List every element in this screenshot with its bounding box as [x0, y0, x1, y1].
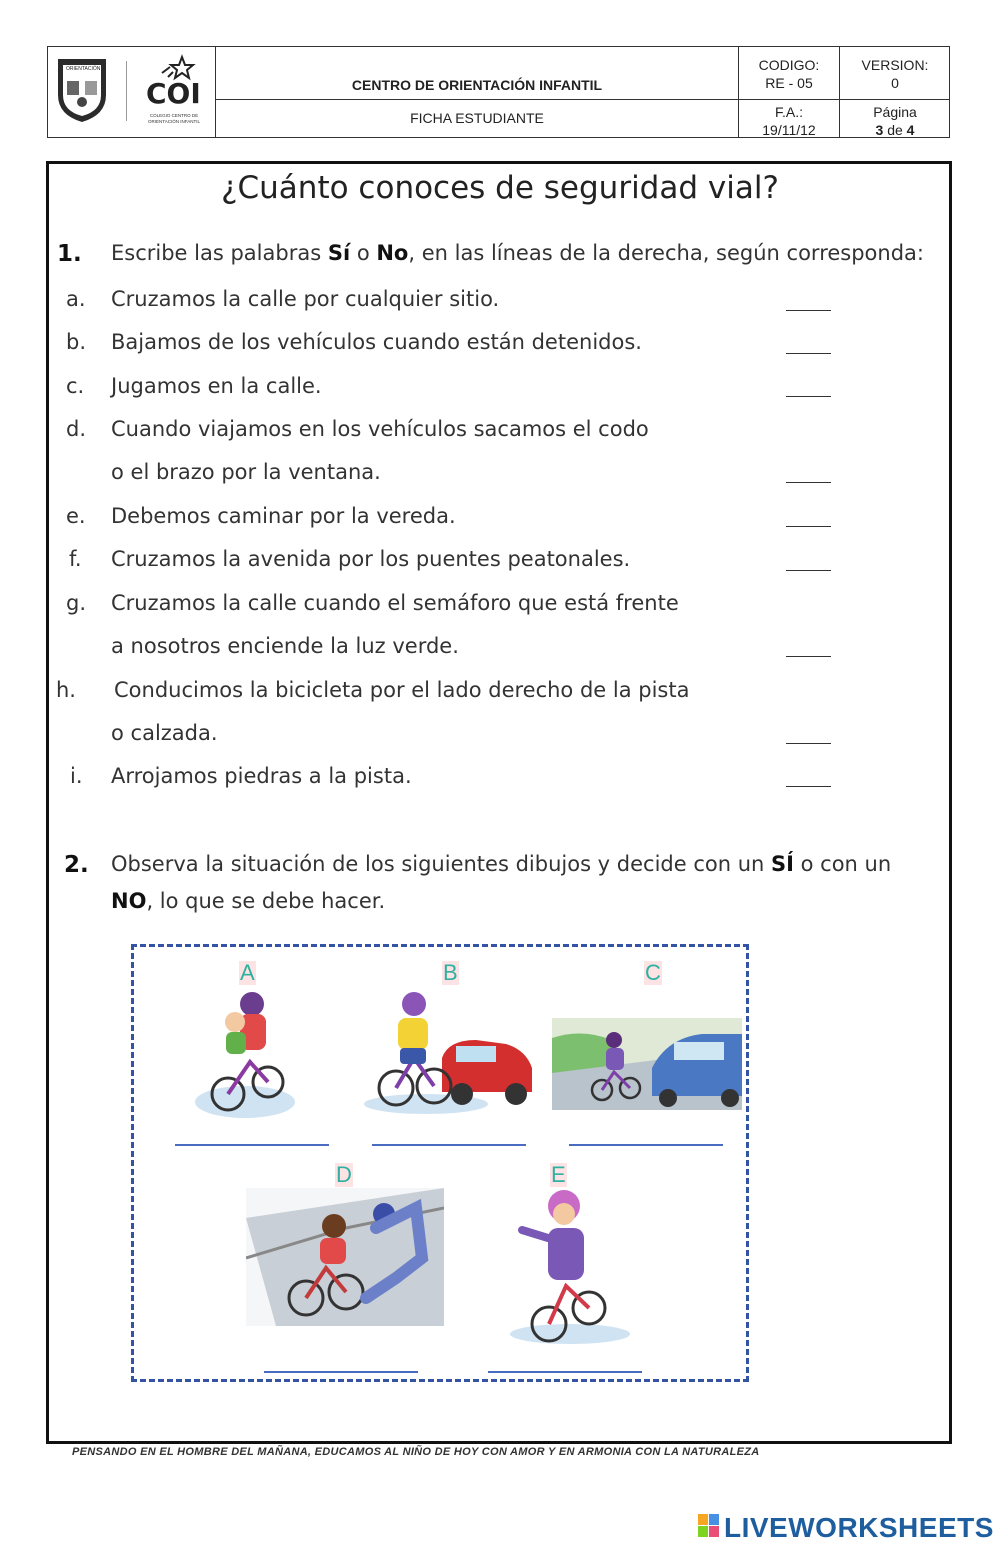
picture-a-label: A	[240, 960, 255, 985]
institution-name: CENTRO DE ORIENTACIÓN INFANTIL	[351, 77, 603, 93]
item-f-text: Cruzamos la avenida por los puentes peatonales.	[111, 547, 631, 571]
item-i-answer-line[interactable]	[786, 786, 831, 787]
item-e-text: Debemos caminar por la vereda.	[111, 504, 456, 528]
item-b-answer-line[interactable]	[786, 353, 831, 354]
item-c-letter: c.	[66, 374, 85, 398]
picture-b	[356, 988, 536, 1116]
item-i-letter: i.	[70, 764, 83, 788]
coi-logo-subtitle: COLEGIO CENTRO DE ORIENTACIÓN INFANTIL	[148, 113, 200, 124]
item-a-text: Cruzamos la calle por cualquier sitio.	[111, 287, 500, 311]
item-c-answer-line[interactable]	[786, 396, 831, 397]
q2-instruction-line1: Observa la situación de los siguientes dibujos y decide con un SÍ o con un	[111, 852, 892, 876]
coi-logo	[140, 53, 210, 131]
item-b-text: Bajamos de los vehículos cuando están detenidos.	[111, 330, 642, 354]
page-title: ¿Cuánto conoces de seguridad vial?	[221, 170, 779, 206]
picture-b-label: B	[443, 960, 458, 985]
liveworksheets-logo-icon	[698, 1514, 720, 1538]
picture-d-answer-line[interactable]	[264, 1371, 418, 1373]
picture-c-answer-line[interactable]	[569, 1144, 723, 1146]
version-label: VERSION:	[861, 57, 929, 73]
item-d-text-line2: o el brazo por la ventana.	[111, 460, 381, 484]
item-g-text-line2: a nosotros enciende la luz verde.	[111, 634, 459, 658]
coi-logo-text: COI	[146, 77, 201, 110]
picture-d	[246, 1188, 444, 1326]
picture-d-label: D	[336, 1162, 352, 1187]
item-h-letter: h.	[56, 678, 76, 702]
item-d-letter: d.	[66, 417, 87, 441]
picture-e-answer-line[interactable]	[488, 1371, 642, 1373]
footer-motto: PENSANDO EN EL HOMBRE DEL MAÑANA, EDUCAMOS AL NIÑO DE HOY CON AMOR Y EN ARMONIA CON LA NATURALEZA	[72, 1446, 760, 1458]
item-e-answer-line[interactable]	[786, 526, 831, 527]
item-d-text-line1: Cuando viajamos en los vehículos sacamos el codo	[111, 417, 649, 441]
header-table	[47, 46, 950, 138]
item-h-answer-line[interactable]	[786, 743, 831, 744]
item-a-answer-line[interactable]	[786, 310, 831, 311]
item-c-text: Jugamos en la calle.	[111, 374, 322, 398]
item-d-answer-line[interactable]	[786, 482, 831, 483]
q2-instruction-line2: NO, lo que se debe hacer.	[111, 889, 386, 913]
item-b-letter: b.	[66, 330, 87, 354]
code-label: CODIGO:	[758, 57, 820, 73]
item-f-letter: f.	[69, 547, 82, 571]
school-crest-logo	[54, 55, 110, 125]
fa-label: F.A.:	[774, 104, 803, 120]
page-label: Página	[873, 104, 917, 120]
version-value: 0	[891, 75, 899, 91]
item-g-answer-line[interactable]	[786, 656, 831, 657]
item-f-answer-line[interactable]	[786, 570, 831, 571]
picture-e-label: E	[551, 1162, 566, 1187]
picture-e	[504, 1186, 636, 1346]
code-value: RE - 05	[765, 75, 813, 91]
item-e-letter: e.	[66, 504, 86, 528]
liveworksheets-brand[interactable]: LIVEWORKSHEETS	[724, 1512, 994, 1543]
picture-a	[190, 982, 300, 1122]
picture-b-answer-line[interactable]	[372, 1144, 526, 1146]
item-i-text: Arrojamos piedras a la pista.	[111, 764, 412, 788]
picture-c-label: C	[645, 960, 661, 985]
q1-instruction: Escribe las palabras Sí o No, en las líneas de la derecha, según corresponda:	[111, 241, 924, 265]
item-h-text-line1: Conducimos la bicicleta por el lado derecho de la pista	[114, 678, 690, 702]
fa-value: 19/11/12	[762, 122, 816, 138]
item-h-text-line2: o calzada.	[111, 721, 218, 745]
item-g-letter: g.	[66, 591, 87, 615]
page-number: 3 de 4	[875, 122, 915, 138]
item-a-letter: a.	[66, 287, 86, 311]
picture-c	[552, 1018, 742, 1110]
picture-a-answer-line[interactable]	[175, 1144, 329, 1146]
item-g-text-line1: Cruzamos la calle cuando el semáforo que está frente	[111, 591, 679, 615]
q2-number: 2.	[64, 852, 89, 878]
sheet-type: FICHA ESTUDIANTE	[410, 110, 544, 126]
q1-number: 1.	[57, 241, 82, 267]
crest-text: ORIENTACIÓN	[66, 66, 101, 72]
